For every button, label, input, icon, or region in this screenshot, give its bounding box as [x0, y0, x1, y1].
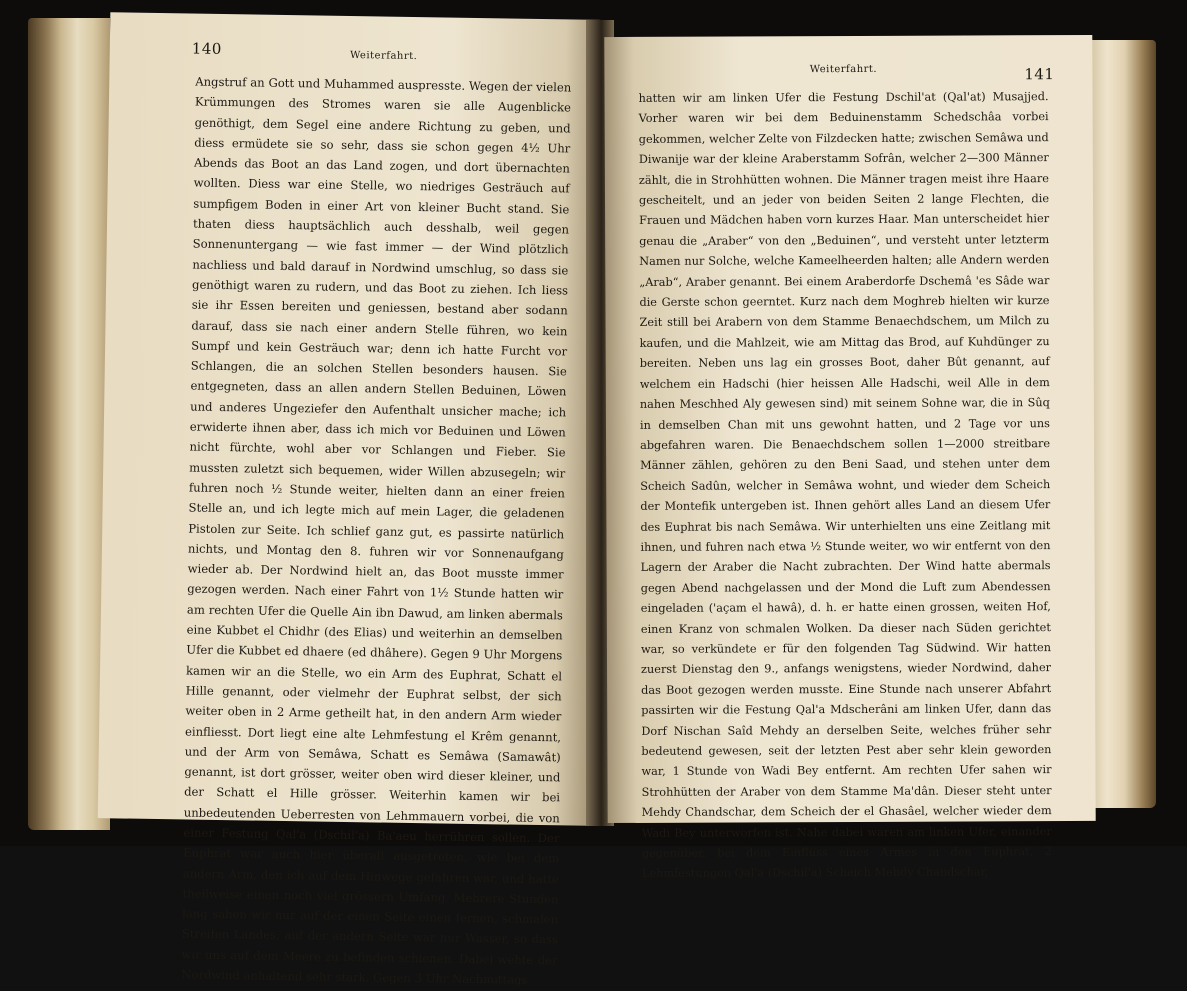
right-running-head: Weiterfahrt. [809, 63, 878, 76]
left-page-number: 140 [191, 39, 223, 58]
left-running-head: Weiterfahrt. [349, 49, 418, 63]
left-page-edges [28, 18, 110, 830]
right-page [604, 35, 1095, 881]
right-page-header [638, 59, 1055, 84]
left-page-text: Angstruf an Gott und Muhammed auspresste. Wegen der vielen Krümmungen des Stromes waren sie alle Augenblicke genöthigt, dem Segel eine andere Richtung zu geben, und diess ermüdete sie so sehr, dass sie schon gegen 4½ Uhr Abends das Boot an das Land zogen, und dort übernachten wollten. Diess war eine Stelle, wo niedriges Gesträuch auf sumpfigem Boden in einer Art von kleiner Bucht stand. Sie thaten diess hauptsächlich auch desshalb, weil gegen Sonnenuntergang — wie fast immer — der Wind plötzlich nachliess und bald darauf in Nordwind umschlug, so dass sie genöthigt waren zu rudern, und das Boot zu ziehen. Ich liess sie ihr Essen bereiten und geniessen, bestand aber sodann darauf, dass sie nach einer andern Stelle führen, wo kein Sumpf und kein Gesträuch war; denn ich hatte Furcht vor Schlangen, die an solchen Stellen besonders hausen. Sie entgegneten, dass an allen andern Stellen Beduinen, Löwen und anderes Ungeziefer den Aufenthalt unsicher mache; ich erwiderte ihnen aber, dass ich mich vor Beduinen und Löwen nicht fürchte, wohl aber vor Schlangen und Fieber. Sie mussten zuletzt sich bequemen, wider Willen abzusegeln; wir fuhren noch ½ Stunde weiter, hielten dann an einer freien Stelle an, und ich legte mich auf mein Lager, die geladenen Pistolen zur Seite. Ich schlief ganz gut, es passirte natürlich nichts, und Montag den 8. fuhren wir vor Sonnenaufgang wieder ab. Der Nordwind hielt an, das Boot musste immer gezogen werden. Nach einer Fahrt von 1½ Stunde hatten wir am rechten Ufer die Quelle Ain ibn Dawud, am linken abermals eine Kubbet el Chidhr (des Elias) und weiterhin an demselben Ufer die Kubbet ed dhaere (ed dhâhere). Gegen 9 Uhr Morgens kamen wir an die Stelle, wo ein Arm des Euphrat, Schatt el Hille genannt, oder vielmehr der Euphrat selbst, der sich weiter oben in 2 Arme getheilt hat, in den andern Arm wieder einfliesst. Dort liegt eine alte Lehmfestung el Krêm genannt, und der Arm von Semâwa, Schatt es Semâwa (Samawât) genannt, ist dort grösser, weiter oben wird dieser kleiner, und der Schatt el Hille grösser. Weiterhin kamen wir bei unbedeutenden Ueberresten von Lehmmauern vorbei, die von einer Festung Qal'a (Dschil'a) Ba'aeu herrühren sollen. Der Euphrat war auch hier überall ausgetreten, wie bei dem andern Arm, den ich auf dem Hinwege gefahren war, und hatte theilweise einen noch viel grössern Umfang. Mehrere Stunden lang sahen wir nur auf der einen Seite einen fernen, schmalen Streifen Landes; auf der andern Seite war nur Wasser, so dass wir uns auf dem Meere zu befinden schienen. Dabei wehte der Nordwind anhaltend sehr stark. Gegen 3 Uhr Nachmittags [181, 74, 572, 987]
right-page-edges [1086, 40, 1156, 808]
left-page [98, 12, 601, 987]
left-page-header [191, 39, 572, 72]
right-page-text: hatten wir am linken Ufer die Festung Dschil'at (Qal'at) Musajjed. Vorher waren wir bei dem Beduinenstamm Schedschâa vorbei gekommen, welcher Zelte von Filzdecken hatte; zwischen Semâwa und Diwanije war der kleine Araberstamm Sofrân, welcher 2—300 Männer zählt, die in Strohhütten wohnen. Die Männer tragen meist ihre Haare gescheitelt, und an jeder von beiden Seiten 2 lange Flechten, die Frauen und Mädchen haben vorn kurzes Haar. Man unterscheidet hier genau die „Araber“ von den „Beduinen“, und versteht unter letzterm Namen nur Solche, welche Kameelheerden halten; alle Andern werden „Arab“, Araber genannt. Bei einem Araberdorfe Dschemâ 'es Sâde war die Gerste schon geerntet. Kurz nach dem Moghreb hielten wir kurze Zeit still bei Arabern von dem Stamme Benaechdschem, um Milch zu kaufen, und die Mahlzeit, wie am Mittag das Brod, auf Kuhdünger zu bereiten. Neben uns lag ein grosses Boot, daher Bût genannt, auf welchem ein Hadschi (hier heissen Alle Hadschi, weil Alle in dem nahen Meschhed Aly gewesen sind) mit seinem Sohne war, die in Sûq in demselben Chan mit uns gewohnt hatten, und 2 Tage vor uns abgefahren waren. Die Benaechdschem sollen 1—2000 streitbare Männer zählen, gehören zu den Beni Saad, und stehen unter dem Scheich Sadûn, welcher in Semâwa wohnt, und wieder dem Scheich der Montefik untergeben ist. Ihnen gehört alles Land an diesem Ufer des Euphrat bis nach Semâwa. Wir unterhielten uns eine Zeitlang mit ihnen, und fuhren nach etwa ½ Stunde weiter, wo wir entfernt von den Lagern der Araber die Nacht zubrachten. Der Wind hatte abermals gegen Abend nachgelassen und der Mond die Luft zum Abendessen eingeladen ('açam el hawâ), d. h. er hatte einen grossen, weiten Hof, einen Kranz von schmalen Wolken. Da dieser nach Süden gerichtet war, so verkündete er für den folgenden Tag Südwind. Wir hatten zuerst Dienstag den 9., anfangs wenigstens, wieder Nordwind, daher das Boot gezogen werden musste. Eine Stunde nach unserer Abfahrt passirten wir die Festung Qal'a Mdscherâni am linken Ufer, dann das Dorf Nischan Saîd Mehdy an derselben Seite, welches früher sehr bedeutend gewesen, seit der letzten Pest aber sehr klein geworden war, 1 Stunde von Wadi Bey entfernt. Am rechten Ufer sahen wir Strohhütten der Araber von dem Stamme Ma'dân. Dieser steht unter Mehdy Chandschar, dem Scheich der el Ghasâel, welcher wieder dem Wadi Bey unterworfen ist. Nahe dabei waren am linken Ufer, einander gegenüber, bei dem Einfluss eines Armes in den Euphrat, 2 Lehmfestungen Qal'a (Dschil'a) Scheich Mehdy Chandschar, [638, 90, 1052, 881]
right-page-number: 141 [1024, 65, 1055, 84]
